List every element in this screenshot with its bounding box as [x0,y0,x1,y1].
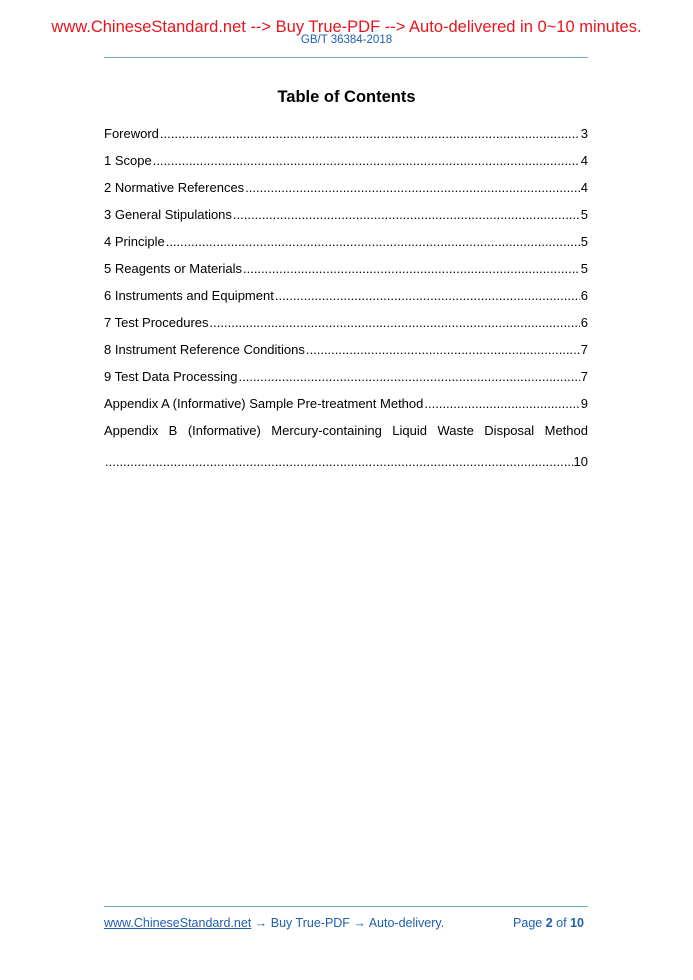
page-counter [513,915,584,931]
toc-entry-reagents[interactable] [104,255,588,282]
toc-leader-dots [166,228,580,255]
toc-entry-page: 7 [580,342,588,357]
toc-leader-dots [153,147,580,174]
toc-entry-test-procedures[interactable] [104,309,588,336]
toc-entry-label: Appendix B (Informative) Mercury-containing Liquid Waste Disposal Method [104,423,588,438]
toc-leader-dots [238,363,579,390]
toc-entry-leader-line [104,448,588,475]
toc-entry-page: 6 [580,288,588,303]
promo-banner: www.ChineseStandard.net --> Buy True-PDF --> Auto-delivered in 0~10 minutes. [51,18,642,36]
toc-title: Table of Contents [277,88,416,106]
toc-entry-label: 4 Principle [104,234,165,249]
toc-entry-page: 4 [580,180,588,195]
toc-entry-label: Appendix A (Informative) Sample Pre-treatment Method [104,396,424,411]
toc-leader-dots [306,336,580,363]
toc-leader-dots [275,282,580,309]
toc-entry-data-processing[interactable] [104,363,588,390]
toc-leader-dots [424,390,579,417]
toc-entry-page: 6 [580,315,588,330]
toc-entry-label: 7 Test Procedures [104,315,209,330]
toc-entry-label: 9 Test Data Processing [104,369,238,384]
toc-entry-label: 8 Instrument Reference Conditions [104,342,305,357]
header-divider [104,57,588,58]
toc-entry-normative-references[interactable] [104,174,588,201]
toc-leader-dots [210,309,580,336]
toc-entry-label: 5 Reagents or Materials [104,261,243,276]
toc-entry-page: 4 [580,153,588,168]
toc-entry-instrument-conditions[interactable] [104,336,588,363]
toc-leader-dots [233,201,580,228]
toc-entry-page: 7 [580,369,588,384]
footer-tagline: → Buy True-PDF → Auto-delivery. [251,916,445,930]
total-page-number: 10 [570,916,584,930]
toc-entry-label: 1 Scope [104,153,152,168]
toc-entry-appendix-b[interactable] [104,417,588,475]
toc-entry-page: 5 [580,234,588,249]
toc-entry-label: 2 Normative References [104,180,245,195]
toc-entry-appendix-a[interactable] [104,390,588,417]
toc-entry-page: 9 [580,396,588,411]
toc-entry-page: 3 [580,126,588,141]
toc-entry-label: 6 Instruments and Equipment [104,288,274,303]
toc-leader-dots [160,120,580,147]
footer-site-link[interactable]: www.ChineseStandard.net [104,916,252,930]
table-of-contents [104,120,588,475]
toc-leader-dots [245,174,580,201]
toc-entry-page: 5 [580,261,588,276]
toc-leader-dots [105,448,573,475]
document-code: GB/T 36384-2018 [300,34,393,46]
toc-entry-foreword[interactable] [104,120,588,147]
page-word: Page [513,916,543,930]
toc-entry-page: 10 [573,454,588,469]
toc-entry-general-stipulations[interactable] [104,201,588,228]
toc-entry-scope[interactable] [104,147,588,174]
toc-entry-label: 3 General Stipulations [104,207,232,222]
toc-entry-principle[interactable] [104,228,588,255]
footer-divider [104,906,588,907]
of-word: of [556,916,567,930]
toc-entry-page: 5 [580,207,588,222]
footer-promo [104,915,444,931]
toc-entry-instruments[interactable] [104,282,588,309]
toc-leader-dots [243,255,580,282]
current-page-number: 2 [545,916,553,930]
toc-entry-label: Foreword [104,126,159,141]
